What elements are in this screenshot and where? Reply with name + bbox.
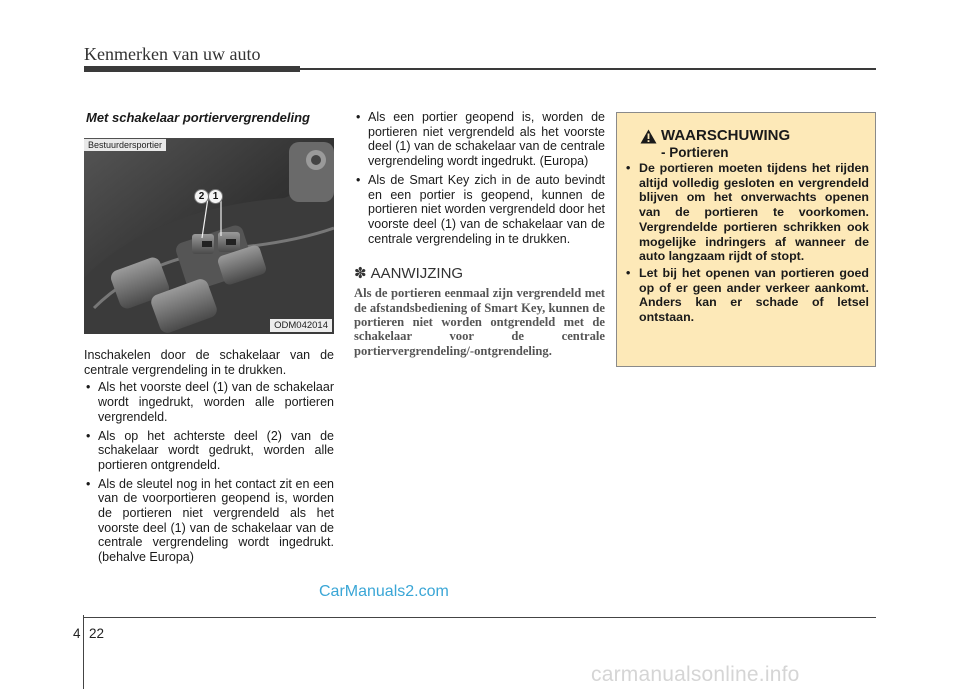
list-item: • Let bij het openen van portieren goed op of er geen ander verkeer aankomt. Anders kan er schade of letsel ontstaan. xyxy=(625,266,869,325)
header-bar xyxy=(84,66,300,72)
list-item: • Als de Smart Key zich in de auto bevindt en een portier is geopend, kunnen de portieren niet worden vergrendeld door het voorste deel (1) van de schakelaar van de centrale vergrendeling in te drukken. xyxy=(354,173,605,247)
chapter-number: 4 xyxy=(73,626,81,641)
page-header-title: Kenmerken van uw auto xyxy=(84,44,261,64)
photo-code: ODM042014 xyxy=(270,319,332,332)
note-star-icon: ✽ xyxy=(354,265,367,283)
door-panel-illustration xyxy=(84,138,334,334)
warning-box xyxy=(616,112,876,367)
list-item: • Als een portier geopend is, worden de portieren niet vergrendeld als het voorste deel (1) van de schakelaar van de centrale vergrendeling wordt ingedrukt. (Europa) xyxy=(354,110,605,169)
page-number: 22 xyxy=(89,626,105,641)
left-column xyxy=(84,110,334,569)
middle-bullet-list xyxy=(354,110,605,246)
note-title: AANWIJZING xyxy=(370,265,464,283)
middle-column xyxy=(354,110,605,358)
section-heading: Met schakelaar portiervergrendeling xyxy=(86,110,310,125)
warning-list xyxy=(625,161,869,327)
list-item: • Als de sleutel nog in het contact zit en een van de voorportieren geopend is, worden de portieren niet vergrendeld als het voorste deel (1) van de schakelaar van de centrale vergrendeling wordt ingedrukt. (behalve Europa) xyxy=(84,477,334,565)
list-item: • De portieren moeten tijdens het rijden altijd volledig gesloten en vergrendeld blijven om het onverwachts openen van de portieren te voorkomen. Vergrendelde portieren schrikken ook mogelijke indringers af wanneer de auto langzaam rijdt of stopt. xyxy=(625,161,869,264)
footer-rule xyxy=(83,617,876,618)
photo-label: Bestuurdersportier xyxy=(84,139,166,151)
watermark-bottom: carmanualsonline.info xyxy=(591,663,800,686)
header-rule xyxy=(300,68,876,70)
intro-paragraph: Inschakelen door de schakelaar van de centrale vergrendeling in te drukken. xyxy=(84,348,334,377)
list-item: • Als het voorste deel (1) van de schakelaar wordt ingedrukt, worden alle portieren vergrendeld. xyxy=(84,380,334,424)
warning-subtitle: - Portieren xyxy=(661,145,729,160)
warning-title: WAARSCHUWING xyxy=(661,127,791,144)
callout-2: 2 xyxy=(194,189,209,204)
watermark-site: CarManuals2.com xyxy=(319,583,449,600)
list-item: • Als op het achterste deel (2) van de schakelaar wordt gedrukt, worden alle portieren ontgrendeld. xyxy=(84,429,334,473)
door-switch-photo xyxy=(84,138,334,334)
footer-vertical-rule xyxy=(83,615,84,689)
note-body: Als de portieren eenmaal zijn vergrendeld met de afstandsbediening of Smart Key, kunnen de portieren niet worden ontgrendeld met de schakelaar voor de centrale portiervergrendeling/-ontgrendeling. xyxy=(354,286,605,358)
callout-1: 1 xyxy=(208,189,223,204)
note-heading xyxy=(354,264,605,282)
left-bullet-list xyxy=(84,380,334,564)
warning-triangle-icon xyxy=(640,129,657,144)
